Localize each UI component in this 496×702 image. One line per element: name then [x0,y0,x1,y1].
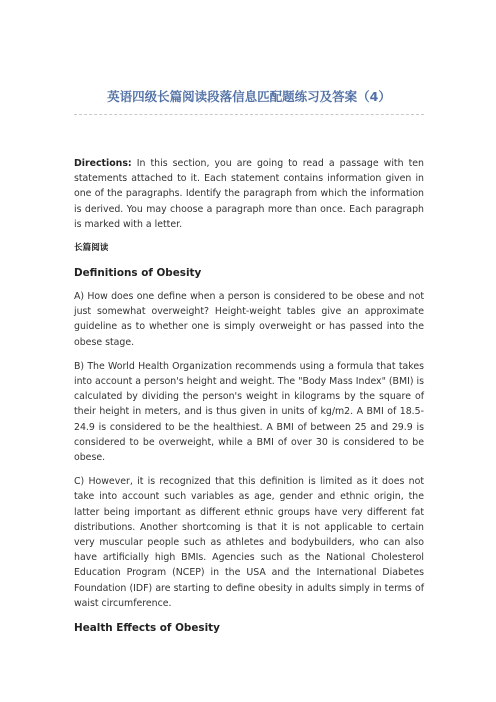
paragraph-b: B) The World Health Organization recommends using a formula that takes into account a person's height and weight. The "Body Mass Index" (BMI) is calculated by dividing the person's weight in kilograms by the square of their height in meters, and is thus given in units of kg/m2. A BMI of 18.5-24.9 is considered to be the healthiest. A BMI of between 25 and 29.9 is considered to be overweight, while a BMI of over 30 is considered to be obese. [74,360,424,464]
paragraph-c: C) However, it is recognized that this definition is limited as it does not take into account such variables as age, gender and ethnic origin, the latter being important as different ethnic groups have very different fat distributions. Another shortcoming is that it is not applicable to certain very muscular people such as athletes and bodybuilders, who can also have artificially high BMIs. Agencies such as the National Cholesterol Education Program (NCEP) in the USA and the International Diabetes Foundation (IDF) are starting to define obesity in adults simply in terms of waist circumference. [74,476,424,609]
passage-subheading: 长篇阅读 [74,243,109,254]
directions-paragraph [74,156,424,232]
document-title: 英语四级长篇阅读段落信息匹配题练习及答案（4） [107,89,391,104]
paragraph-a: A) How does one define when a person is considered to be obese and not just somewhat overweight? Height-weight tables give an approximate guideline as to whether one is simply overweight or has passed into the obese stage. [74,291,424,348]
directions-label: Directions: [74,158,132,169]
title-divider [74,114,424,115]
section-heading-health-effects: Health Effects of Obesity [74,622,220,635]
section-heading-definitions: Definitions of Obesity [74,267,202,280]
directions-text: In this section, you are going to read a passage with ten statements attached to it. Each statement contains information given in one of the paragraphs. Identify the paragraph from which the information is derived. You may choose a paragraph more than once. Each paragraph is marked with a letter. [74,158,424,230]
document-body [74,156,424,644]
